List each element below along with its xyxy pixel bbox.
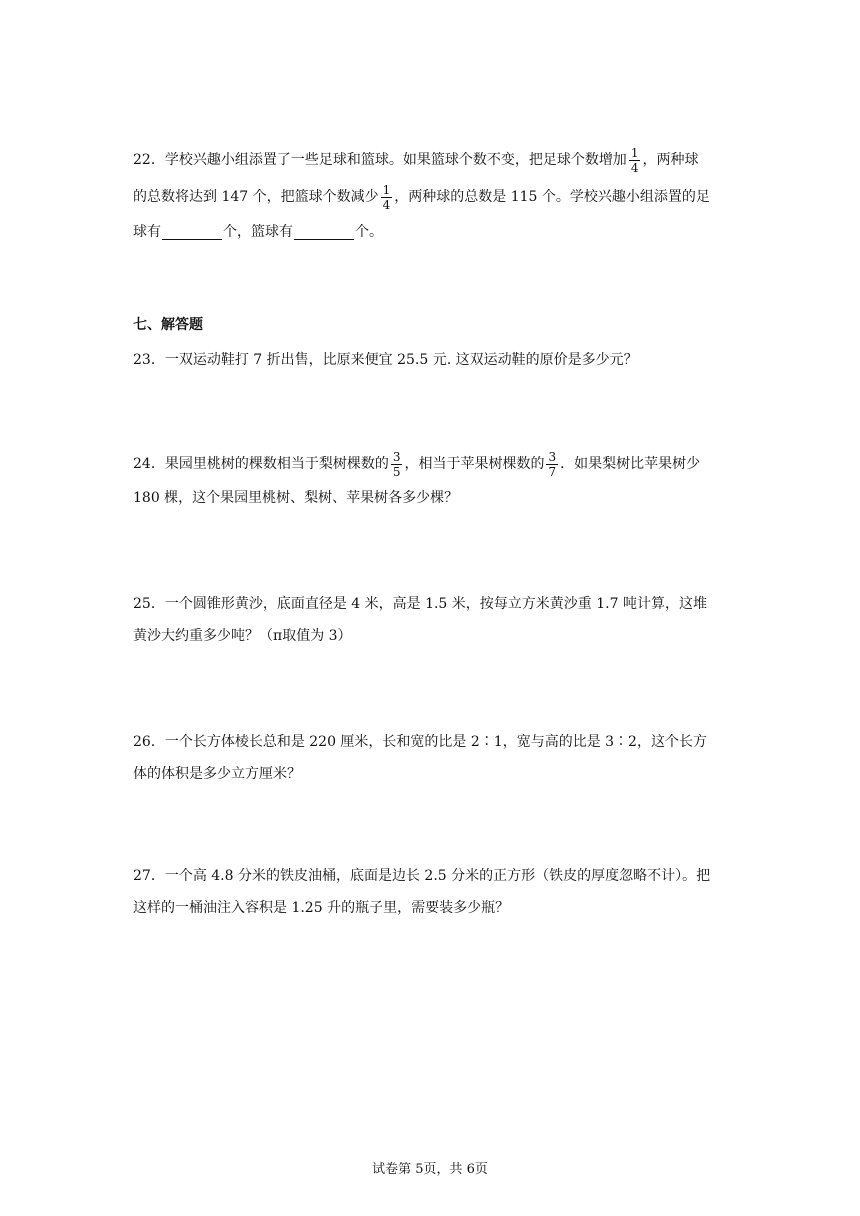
q22-text-3a: 球有 [133,224,161,240]
question-24 [133,450,733,512]
question-23 [133,346,733,374]
fraction-numerator: 1 [382,182,391,197]
question-26 [133,728,733,788]
q26-text-1: 26．一个长方体棱长总和是 220 厘米，长和宽的比是 2∶1，宽与高的比是 3∶2，这个长方 [133,734,707,750]
q27-text-1: 27．一个高 4.8 分米的铁皮油桶，底面是边长 2.5 分米的正方形（铁皮的厚度忽略不计）。把 [133,868,711,884]
page-footer: 试卷第 5页，共 6页 [372,1162,488,1177]
fraction-one-quarter [629,146,641,175]
q23-text: 23．一双运动鞋打 7 折出售，比原来便宜 25.5 元. 这双运动鞋的原价是多少元？ [133,352,638,368]
q22-text-3c: 个。 [355,224,383,240]
question-22-line-3 [133,218,733,246]
q22-text-1b: ，两种球 [642,152,699,168]
question-22-line-1 [133,146,733,174]
q24-text-1c: ．如果梨树比苹果树少 [560,456,701,472]
fraction-denominator: 4 [630,160,639,175]
fraction-three-fifths [391,450,403,479]
fraction-numerator: 1 [630,145,639,160]
question-25 [133,590,733,650]
q25-text-2: 黄沙大约重多少吨？（π取值为 3） [133,628,352,644]
fraction-one-quarter [381,183,393,212]
question-22-line-2 [133,183,733,211]
question-24-line-1 [133,450,733,478]
fraction-three-sevenths [546,450,558,479]
fraction-numerator: 3 [548,449,557,464]
q24-text-1a: 24．果园里桃树的棵数相当于梨树棵数的 [133,456,389,472]
q24-text-1b: ，相当于苹果树棵数的 [404,456,545,472]
q22-text-2a: 的总数将达到 147 个，把篮球个数减少 [133,189,379,205]
fraction-denominator: 4 [382,197,391,212]
q22-text-3b: 个，篮球有 [223,224,293,240]
question-27 [133,862,733,922]
q24-text-2: 180 棵，这个果园里桃树、梨树、苹果树各多少棵？ [133,490,459,506]
answer-blank-basketball[interactable] [294,225,354,240]
q26-text-2: 体的体积是多少立方厘米？ [133,766,301,782]
fraction-numerator: 3 [392,449,401,464]
q27-text-2: 这样的一桶油注入容积是 1.25 升的瓶子里，需要装多少瓶？ [133,900,510,916]
answer-blank-football[interactable] [162,225,222,240]
fraction-denominator: 5 [392,464,401,479]
section-title: 七、解答题 [133,317,203,333]
fraction-denominator: 7 [548,464,557,479]
q25-text-1: 25．一个圆锥形黄沙，底面直径是 4 米，高是 1.5 米，按每立方米黄沙重 1.7 吨计算，这堆 [133,596,707,612]
q22-text-1a: 22．学校兴趣小组添置了一些足球和篮球。如果篮球个数不变，把足球个数增加 [133,152,627,168]
q22-text-2b: ，两种球的总数是 115 个。学校兴趣小组添置的足 [394,189,710,205]
question-22 [133,146,733,246]
